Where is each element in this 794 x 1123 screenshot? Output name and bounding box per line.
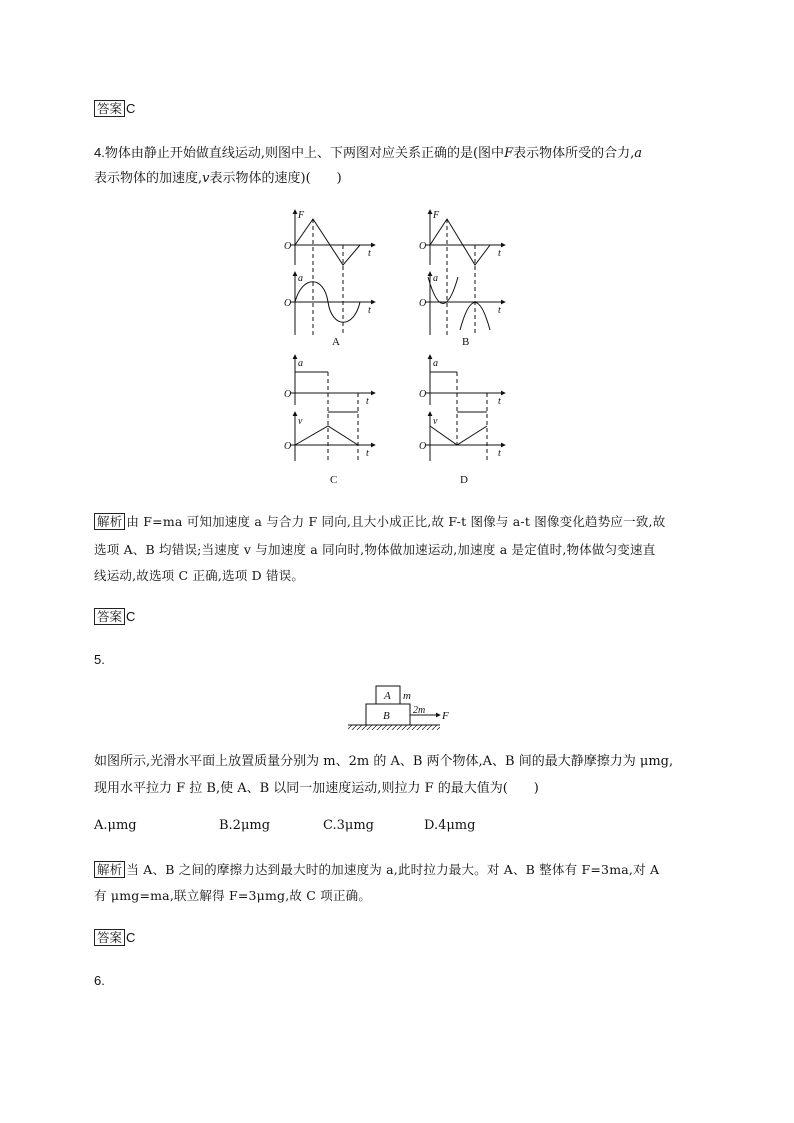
q6-number-row <box>94 971 105 992</box>
q4-a: a <box>634 146 642 161</box>
q6-number: 6. <box>94 973 105 988</box>
q4-analysis-text-3: 线运动,故选项 C 正确,选项 D 错误。 <box>94 568 305 583</box>
block-a-label: A <box>384 690 391 702</box>
q5-stem-line2 <box>94 779 539 799</box>
q4-analysis-line2 <box>94 540 655 560</box>
a-O-bottom: O <box>284 298 292 309</box>
panel-d-caption: D <box>460 474 468 486</box>
b-O-bottom: O <box>419 298 427 309</box>
panel-c-graph <box>290 355 375 461</box>
q5-option-c[interactable]: C.3μmg <box>323 818 374 833</box>
analysis-tag: 解析 <box>94 861 125 878</box>
analysis-tag: 解析 <box>94 513 125 530</box>
c-v-label: v <box>298 416 303 427</box>
q4-F: F <box>504 146 514 161</box>
block-b-label: B <box>383 710 390 722</box>
a-O-top: O <box>284 241 292 252</box>
q5-analysis-text-2: 有 μmg=ma,联立解得 F=3μmg,故 C 项正确。 <box>94 888 372 903</box>
d-a-label: a <box>433 358 438 369</box>
q4-figure <box>280 205 520 490</box>
c-O-bottom: O <box>284 441 292 452</box>
b-a-label: a <box>433 273 438 284</box>
answer-row-4 <box>94 607 135 628</box>
q4-analysis-line1 <box>94 512 665 532</box>
block-a-mass: m <box>403 690 411 702</box>
b-O-top: O <box>419 241 427 252</box>
panel-b-caption: B <box>462 336 470 348</box>
b-t-bottom: t <box>498 305 501 316</box>
q5-number: 5. <box>94 652 105 667</box>
answer-value: C <box>126 930 136 945</box>
q5-option-d[interactable]: D.4μmg <box>424 818 476 833</box>
answer-value: C <box>126 609 136 624</box>
q5-figure <box>340 682 460 732</box>
d-O-top: O <box>419 389 427 400</box>
a-F-label: F <box>298 210 305 221</box>
a-t-top: t <box>368 248 371 259</box>
q4-text-1b: 表示物体所受的合力, <box>513 146 635 161</box>
b-F-label: F <box>433 210 440 221</box>
q5-number-row <box>94 650 105 671</box>
q4-analysis-line3 <box>94 566 304 586</box>
q4-stem-line2 <box>94 169 342 189</box>
q4-v: v <box>202 171 210 186</box>
q5-analysis-line1 <box>94 860 659 880</box>
answer-tag: 答案 <box>94 608 125 625</box>
d-O-bottom: O <box>419 441 427 452</box>
a-t-bottom: t <box>368 305 371 316</box>
q5-option-a[interactable]: A.μmg <box>94 818 137 833</box>
answer-row-5 <box>94 928 135 949</box>
q4-text-2b: 表示物体的速度)( ) <box>209 171 342 186</box>
c-t-top: t <box>366 396 369 407</box>
c-O-top: O <box>284 389 292 400</box>
q4-analysis-text-2: 选项 A、B 均错误;当速度 v 与加速度 a 同向时,物体做加速运动,加速度 a 是定值时,物体做匀变速直 <box>94 542 656 557</box>
panel-d-graph <box>425 355 505 461</box>
block-b-mass: 2m <box>413 705 426 716</box>
q5-option-b[interactable]: B.2μmg <box>219 818 271 833</box>
q4-text-2: 表示物体的加速度, <box>94 171 203 186</box>
b-t-top: t <box>498 248 501 259</box>
q5-analysis-line2 <box>94 886 371 906</box>
q5-stem-text-1: 如图所示,光滑水平面上放置质量分别为 m、2m 的 A、B 两个物体,A、B 间的最大静摩擦力为 μmg, <box>94 754 674 769</box>
q5-stem-line1 <box>94 752 673 772</box>
d-t-top: t <box>498 396 501 407</box>
c-a-label: a <box>298 358 303 369</box>
q5-analysis-text-1: 当 A、B 之间的摩擦力达到最大时的加速度为 a,此时拉力最大。对 A、B 整体有 F=3ma,对 A <box>126 862 660 877</box>
answer-tag: 答案 <box>94 929 125 946</box>
a-a-label: a <box>298 273 303 284</box>
panel-a-caption: A <box>332 336 340 348</box>
d-t-bottom: t <box>498 448 501 459</box>
q4-stem-line1 <box>94 143 642 164</box>
q5-stem-text-2: 现用水平拉力 F 拉 B,使 A、B 以同一加速度运动,则拉力 F 的最大值为( ) <box>94 781 539 796</box>
q4-number: 4. <box>94 145 105 160</box>
panel-c-caption: C <box>330 474 338 486</box>
ground-hatch <box>348 725 440 730</box>
c-t-bottom: t <box>366 448 369 459</box>
answer-tag: 答案 <box>94 100 125 117</box>
q4-text-1: 物体由静止开始做直线运动,则图中上、下两图对应关系正确的是(图中 <box>104 146 505 161</box>
force-label: F <box>442 710 449 722</box>
answer-value: C <box>126 101 136 116</box>
q4-analysis-text-1: 由 F=ma 可知加速度 a 与合力 F 同向,且大小成正比,故 F-t 图像与 a-t 图像变化趋势应一致,故 <box>126 514 666 529</box>
d-v-label: v <box>433 416 438 427</box>
answer-row-3 <box>94 99 135 120</box>
